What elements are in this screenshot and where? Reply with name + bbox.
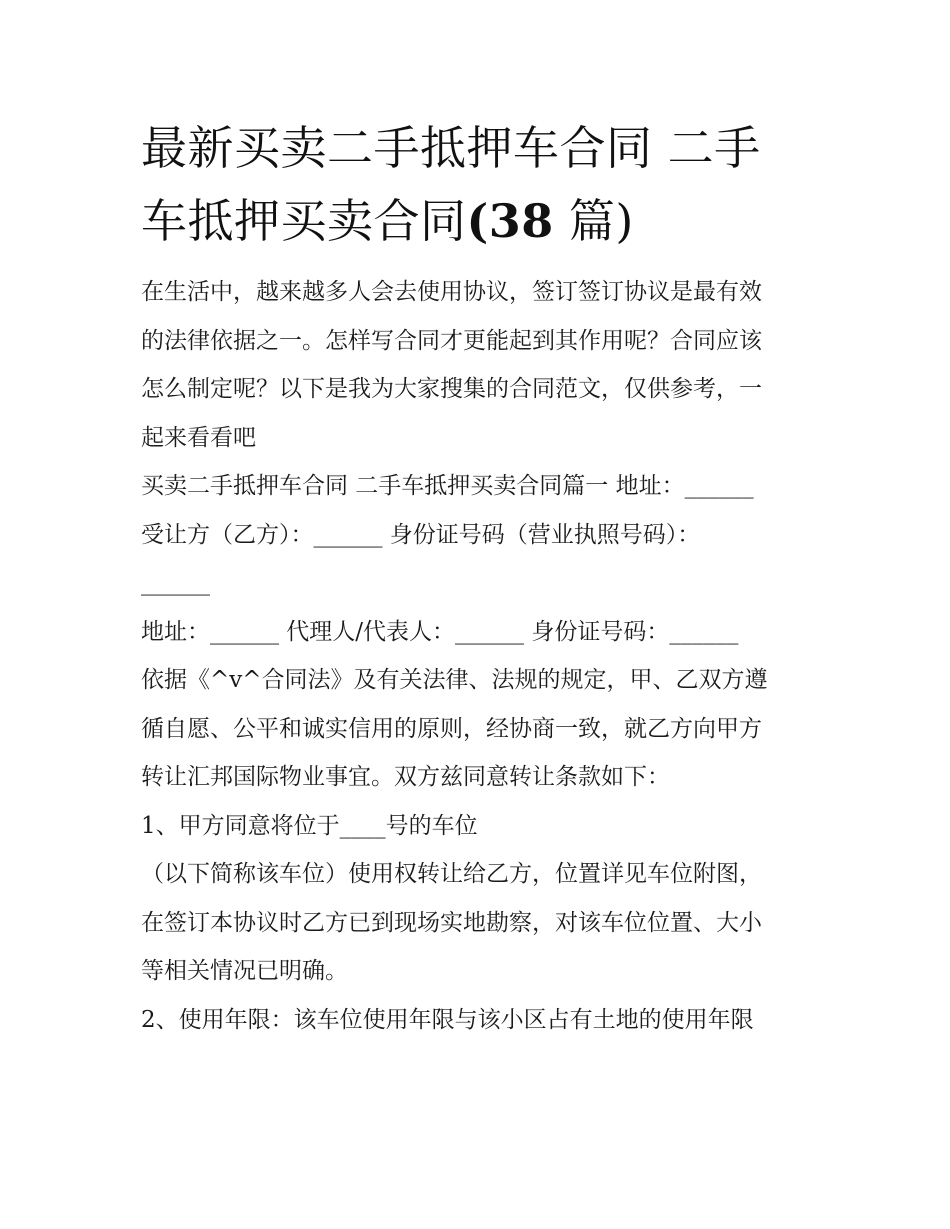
body-line-9: 依据《^v^合同法》及有关法律、法规的规定，甲、乙双方遵 [141,667,768,693]
document-content [141,112,813,1044]
body-line-15: 等相关情况已明确。 [141,958,348,984]
body-line-12: 1、甲方同意将位于____号的车位 [141,812,478,839]
document-title [141,112,813,258]
body-line-7: ______ [141,570,210,596]
title-line-2-text: 车抵押买卖合同 [141,194,467,248]
body-line-16: 2、使用年限：该车位使用年限与该小区占有土地的使用年限 [141,1006,754,1033]
title-count: (38 [466,194,554,248]
body-line-11: 转让汇邦国际物业事宜。双方兹同意转让条款如下： [141,764,670,790]
body-line-8: 地址：______ 代理人/代表人：______ 身份证号码：______ [141,618,739,645]
body-line-10: 循自愿、公平和诚实信用的原则，经协商一致，就乙方向甲方 [141,715,762,742]
title-line-1: 最新买卖二手抵押车合同 二手 [141,121,761,175]
body-line-4: 起来看看吧 [141,424,256,451]
body-line-13: （以下简称该车位）使用权转让给乙方，位置详见车位附图， [141,861,762,887]
body-line-1: 在生活中，越来越多人会去使用协议，签订签订协议是最有效 [141,279,762,305]
title-suffix: 篇) [553,194,634,248]
body-line-6: 受让方（乙方）：______ 身份证号码（营业执照号码）： [141,521,701,548]
body-line-3: 怎么制定呢？以下是我为大家搜集的合同范文，仅供参考，一 [141,376,762,402]
body-line-14: 在签订本协议时乙方已到现场实地勘察，对该车位位置、大小 [141,909,762,936]
title-line-2 [141,185,813,258]
document-body [141,268,813,1044]
body-line-5: 买卖二手抵押车合同 二手车抵押买卖合同篇一 地址：______ [141,473,754,499]
body-line-2: 的法律依据之一。怎样写合同才更能起到其作用呢？合同应该 [141,327,762,354]
